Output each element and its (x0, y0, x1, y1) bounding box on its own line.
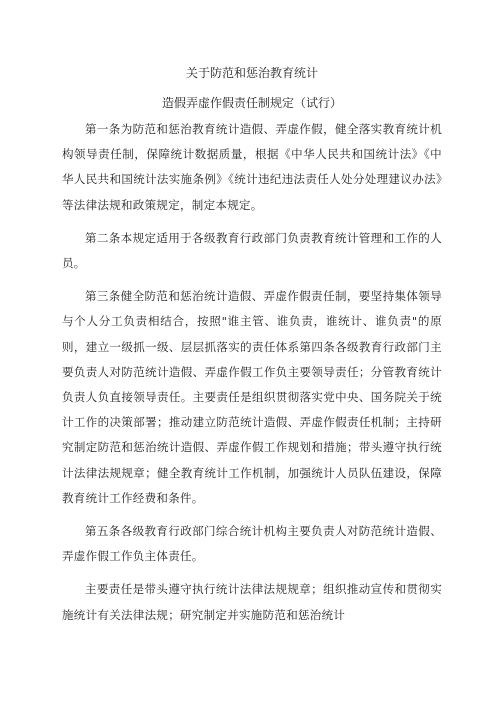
document-title-line-1: 关于防范和惩治教育统计 (185, 66, 318, 80)
paragraph-article-5: 第五条各级教育行政部门综合统计机构主要负责人对防范统计造假、弄虚作假工作负主体责任。 (62, 524, 442, 564)
paragraph-article-3-4: 第三条健全防范和惩治统计造假、弄虚作假责任制，要坚持集体领导与个人分工负责相结合，按照"谁主管、谁负责，谁统计、谁负责"的原则，建立一级抓一级、层层抓落实的责任体系第四条各级教育行政部门主要负责人对防范统计造假、弄虚作假工作负主要领导责任；分管教育统计负责人负直接领导责任。主要责任是组织贯彻落实党中央、国务院关于统计工作的决策部署；推动建立防范统计造假、弄虚作假责任机制；主持研究制定防范和惩治统计造假、弄虚作假工作规划和措施；带头遵守执行统计法律法规规章；健全教育统计工作机制，加强统计人员队伍建设，保障教育统计工作经费和条件。 (62, 289, 442, 505)
paragraph-article-1: 第一条为防范和惩治教育统计造假、弄虚作假，健全落实教育统计机构领导责任制，保障统计数据质量，根据《中华人民共和国统计法》《中华人民共和国统计法实施条例》《统计违纪违法责任人处分处理建议办法》等法律法规和政策规定，制定本规定。 (62, 122, 442, 212)
document-title-line-2: 造假弄虚作假责任制规定（试行） (161, 96, 342, 110)
paragraph-article-2: 第二条本规定适用于各级教育行政部门负责教育统计管理和工作的人员。 (62, 230, 442, 271)
paragraph-main-responsibility: 主要责任是带头遵守执行统计法律法规规章；组织推动宣传和贯彻实施统计有关法律法规；研究制定并实施防范和惩治统计 (62, 582, 442, 622)
